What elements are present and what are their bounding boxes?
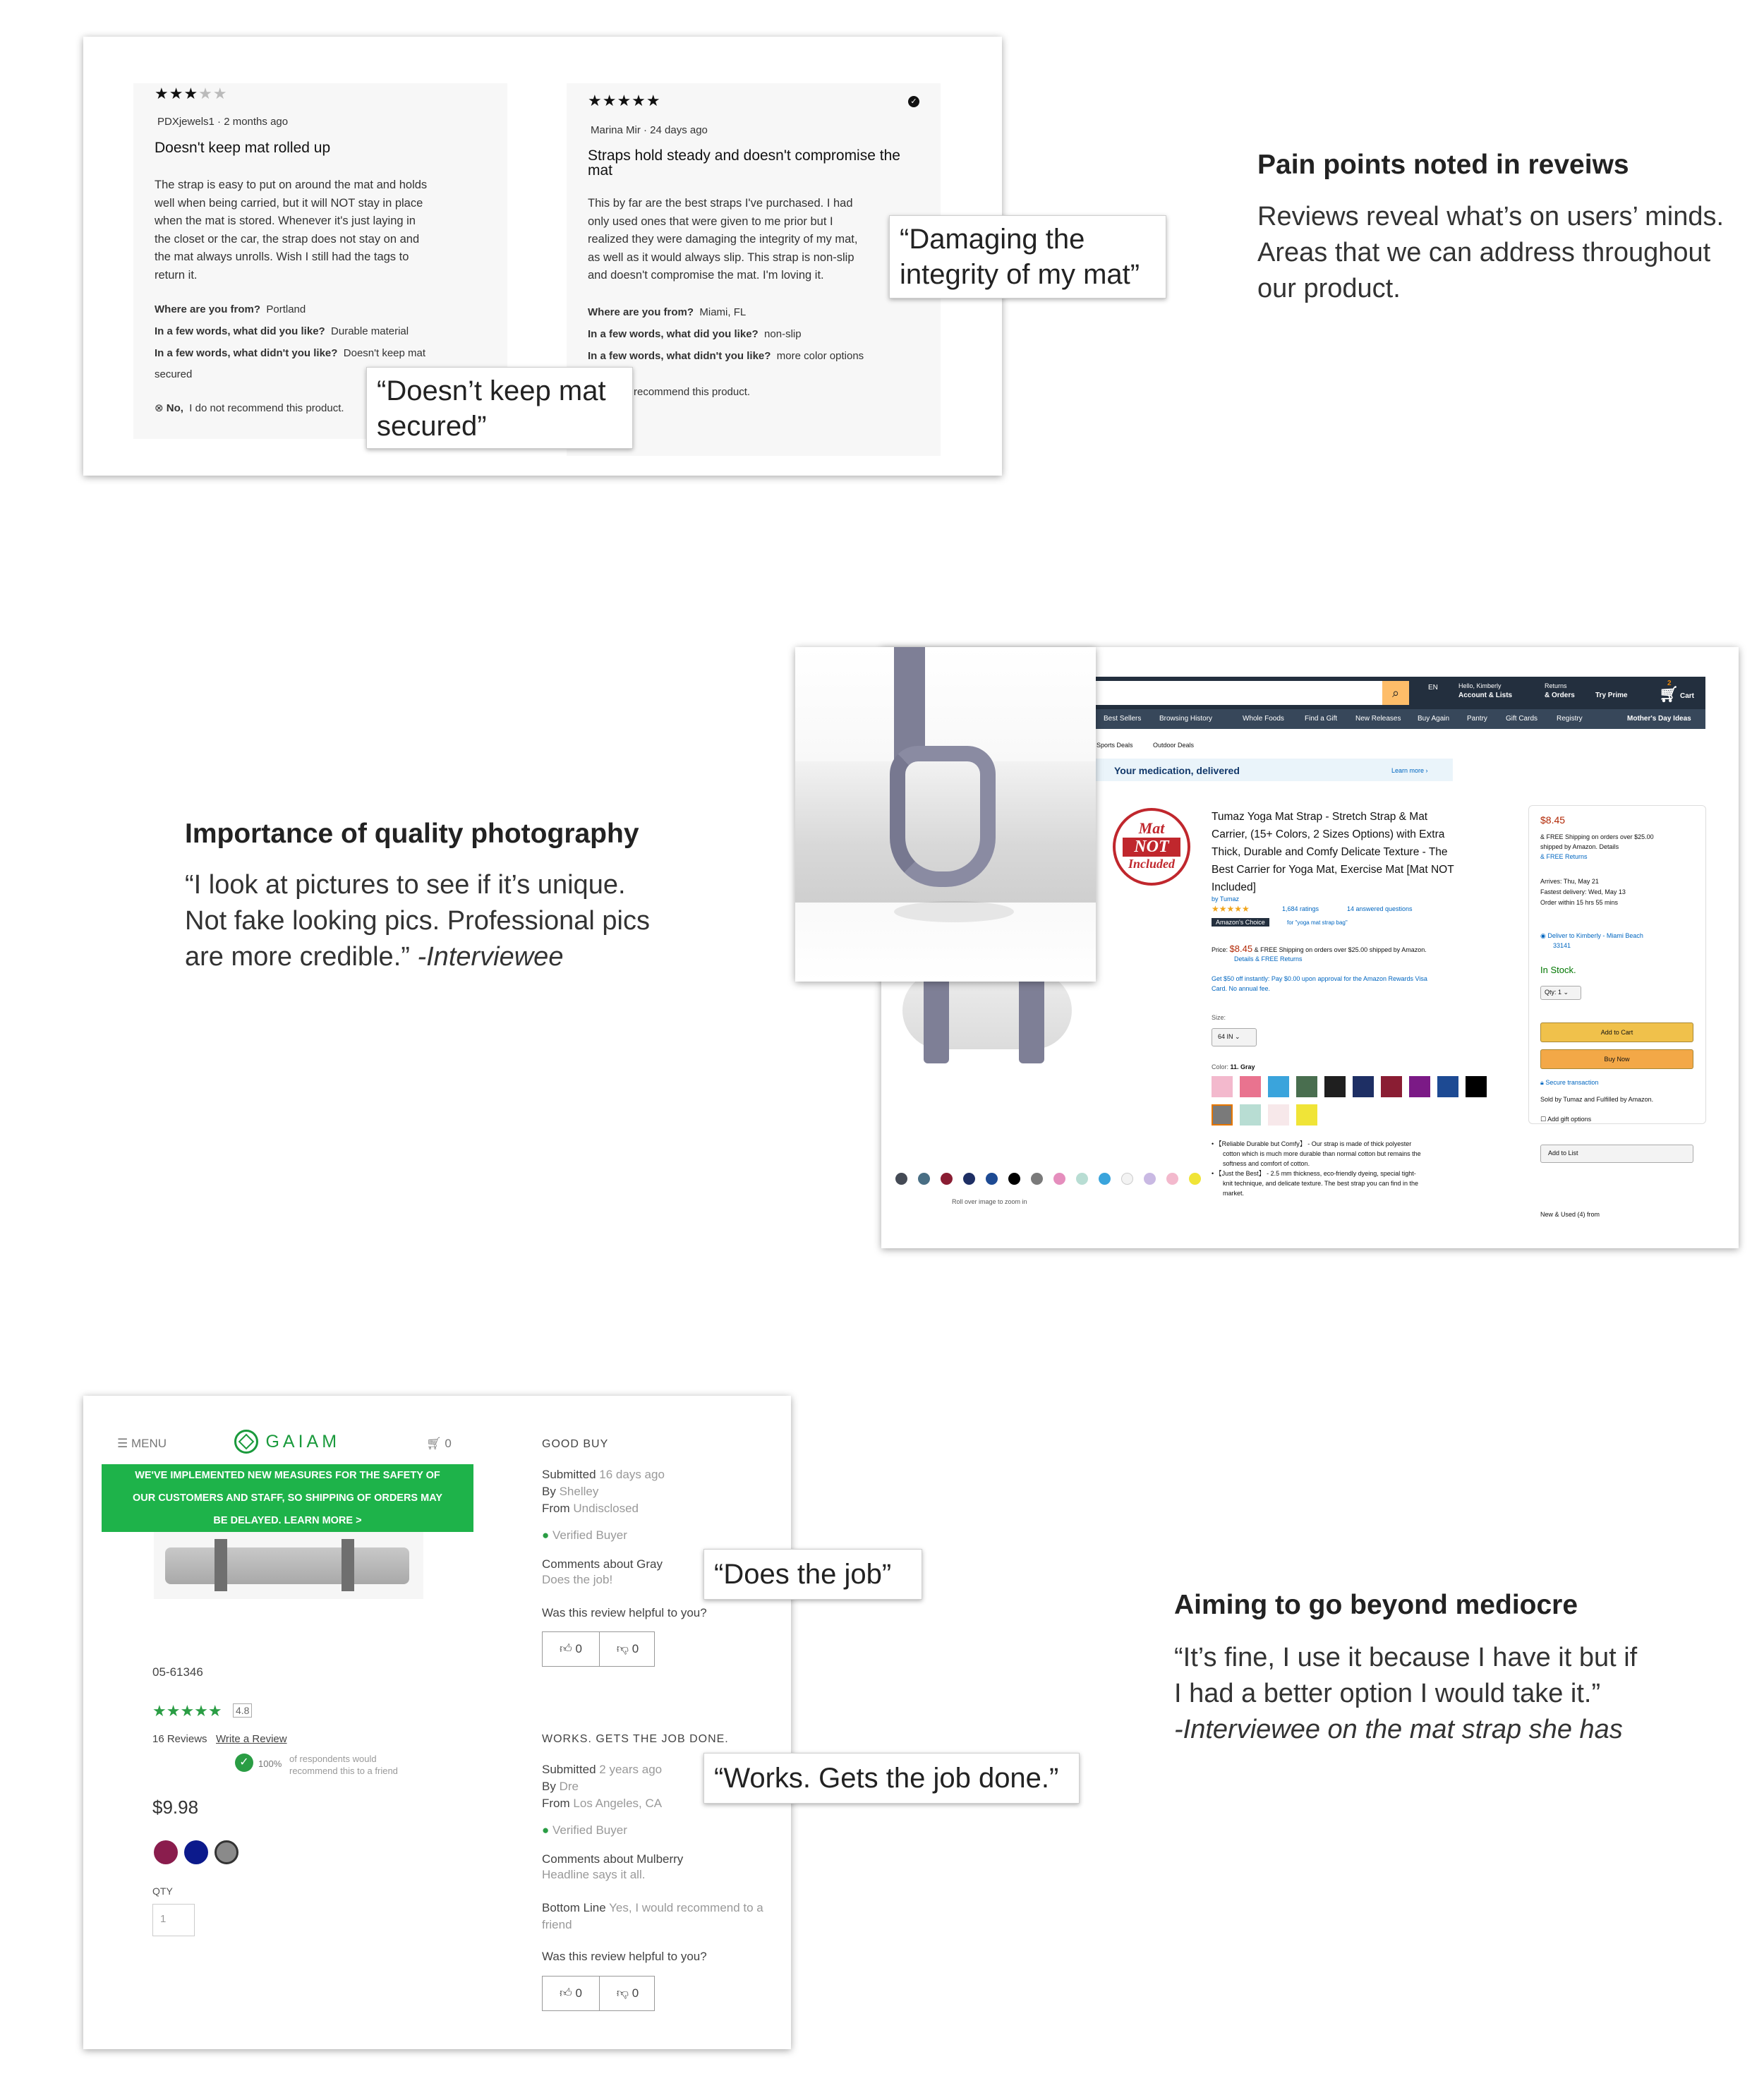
review-dislike: In a few words, what didn't you like? Doesn't keep mat: [155, 347, 426, 359]
amazon-banner-link[interactable]: Learn more ›: [1391, 767, 1428, 774]
review1-by: By Shelley: [542, 1485, 599, 1498]
amazon-nav-item[interactable]: Buy Again: [1418, 715, 1450, 723]
product-rating-stars[interactable]: ★★★★★: [152, 1702, 222, 1720]
thumbnail-color-dots: [895, 1173, 1206, 1190]
recommend-text: of respondents would recommend this to a friend: [289, 1754, 398, 1776]
callout-works-gets-job-done: “Works. Gets the job done.”: [703, 1753, 1080, 1804]
qty-selector[interactable]: Qty: 1 ⌄: [1540, 986, 1581, 1000]
cart-icon: 🛒︎: [426, 1437, 442, 1450]
closeup-strap-loop: [890, 746, 996, 887]
review-stars: ★★★★★: [588, 92, 661, 109]
thumbs-up-button[interactable]: 👍︎ 0: [560, 1986, 582, 2000]
callout-damaging-integrity: “Damaging the integrity of my mat”: [889, 215, 1166, 298]
write-review-link[interactable]: Write a Review: [216, 1733, 287, 1745]
strap-right: [342, 1539, 354, 1591]
review2-by: By Dre: [542, 1780, 579, 1793]
amazon-returns: Returns: [1545, 682, 1567, 689]
amazon-try-prime[interactable]: Try Prime: [1595, 692, 1628, 699]
add-to-list-button[interactable]: Add to List: [1540, 1145, 1693, 1163]
strap-left: [215, 1539, 227, 1591]
amazon-lang[interactable]: EN: [1428, 684, 1438, 692]
thumbs-up-icon: 👍︎: [560, 1642, 572, 1655]
strap-closeup-photo: [795, 647, 1096, 982]
amazon-banner-text: Your medication, delivered: [1114, 765, 1240, 776]
section-title-photography: Importance of quality photography: [185, 819, 639, 849]
price-line: Price: $8.45 & FREE Shipping on orders over $25.00 shipped by Amazon.: [1212, 943, 1427, 954]
review-from: Where are you from? Miami, FL: [588, 306, 747, 318]
review-dislike-cont: secured: [155, 368, 193, 380]
review2-comments: Comments about Mulberry Headline says it all.: [542, 1852, 684, 1881]
size-label: Size:: [1212, 1014, 1226, 1021]
review1-from: From Undisclosed: [542, 1502, 639, 1515]
review2-vote: [542, 1976, 655, 2011]
amazon-hello: Hello, Kimberly: [1458, 682, 1502, 689]
verified-check-icon: ✓: [908, 96, 919, 107]
buybox-shipping: & FREE Shipping on orders over $25.00 shipped by Amazon. Details & FREE Returns: [1540, 833, 1654, 860]
review2-verified: ● Verified Buyer: [542, 1823, 627, 1837]
section-body-photography: “I look at pictures to see if it’s unique. Not fake looking pics. Professional pics are more credible.” -Interviewee: [185, 870, 650, 972]
amazon-mothers-day[interactable]: Mother's Day Ideas: [1627, 715, 1691, 723]
product-title: Tumaz Yoga Mat Strap - Stretch Strap & Mat Carrier, (15+ Colors, 2 Sizes Options) with Extra Thick, Durable and Comfy Delicate Texture - The Best Carrier for Yoga Mat, Exercise Mat [Mat NOT Included]: [1212, 811, 1454, 893]
buybox-delivery: Arrives: Thu, May 21 Fastest delivery: Wed, May 13 Order within 15 hrs 55 mins: [1540, 878, 1626, 906]
amazon-nav-item[interactable]: Best Sellers: [1104, 715, 1142, 723]
amazon-orders[interactable]: & Orders: [1545, 692, 1575, 699]
color-option-mulberry[interactable]: [154, 1840, 178, 1864]
secure-transaction[interactable]: 🔒︎ Secure transaction: [1540, 1079, 1599, 1086]
new-used: New & Used (4) from: [1540, 1211, 1600, 1218]
cart-icon[interactable]: 🛒︎: [1659, 685, 1679, 703]
section-title-mediocre: Aiming to go beyond mediocre: [1174, 1590, 1578, 1620]
amazon-nav-item[interactable]: Pantry: [1467, 715, 1487, 723]
thumbs-down-button[interactable]: 👎︎ 0: [599, 1977, 656, 2010]
amazon-cart-count: 2: [1667, 680, 1672, 687]
add-to-cart-button[interactable]: Add to Cart: [1540, 1022, 1693, 1042]
thumbs-up-button[interactable]: 👍︎ 0: [560, 1642, 582, 1655]
answered-questions-link[interactable]: 14 answered questions: [1347, 905, 1413, 912]
callout-does-the-job: “Does the job”: [703, 1549, 922, 1600]
verified-check-icon: ●: [542, 1528, 550, 1542]
lock-icon: 🔒︎: [1540, 1079, 1544, 1086]
review-dislike: In a few words, what didn't you like? more color options: [588, 350, 864, 362]
gaiam-screenshot-card: [83, 1396, 791, 2049]
ratings-link[interactable]: 1,684 ratings: [1282, 905, 1319, 912]
color-swatches[interactable]: [1212, 1076, 1522, 1133]
thumbs-down-button[interactable]: 👎︎ 0: [599, 1632, 656, 1666]
recommend-percent: 100%: [258, 1758, 282, 1769]
closeup-strap-upper: [894, 647, 925, 760]
rolled-mat: [165, 1547, 409, 1584]
amazons-choice-badge: Amazon's Choice: [1212, 918, 1269, 927]
product-brand-link[interactable]: by Tumaz: [1212, 895, 1240, 903]
size-selector[interactable]: 64 IN ⌄: [1212, 1028, 1257, 1046]
location-pin-icon: ◉: [1540, 932, 1546, 939]
gaiam-logo[interactable]: GAIAM: [234, 1430, 340, 1458]
review-title: Doesn't keep mat rolled up: [155, 140, 331, 156]
mandala-logo-icon: [234, 1430, 258, 1454]
deliver-to-link[interactable]: ◉ Deliver to Kimberly - Miami Beach 33141: [1540, 932, 1643, 949]
buybox-price: $8.45: [1540, 814, 1566, 826]
details-returns-link[interactable]: Details & FREE Returns: [1234, 955, 1303, 962]
product-price: $9.98: [152, 1797, 199, 1818]
rewards-offer[interactable]: Get $50 off instantly: Pay $0.00 upon approval for the Amazon Rewards Visa Card. No annual fee.: [1212, 975, 1427, 992]
gift-options[interactable]: ☐ Add gift options: [1540, 1116, 1592, 1123]
product-rating-value: 4.8: [233, 1703, 252, 1718]
review-stars: ★★★★★: [155, 85, 228, 102]
review2-submitted: Submitted 2 years ago: [542, 1763, 663, 1776]
section-body-mediocre: “It’s fine, I use it because I have it but if I had a better option I would take it.” -Interviewee on the mat strap she has: [1174, 1643, 1638, 1744]
menu-button[interactable]: ☰ MENU: [117, 1437, 167, 1450]
amazon-nav-item[interactable]: Whole Foods: [1243, 715, 1284, 723]
amazon-nav-item[interactable]: Browsing History: [1159, 715, 1213, 723]
x-circle-icon: ⊗: [155, 402, 164, 414]
hamburger-icon: ☰: [117, 1437, 128, 1450]
review-recommend: recommend this product.: [634, 386, 751, 398]
review1-vote: [542, 1631, 655, 1667]
amazon-subnav-item[interactable]: Outdoor Deals: [1153, 742, 1195, 749]
color-label: Color: 11. Gray: [1212, 1063, 1255, 1070]
review-from: Where are you from? Portland: [155, 303, 306, 315]
feature-bullets: • 【Reliable Durable but Comfy】 - Our strap is made of thick polyester cotton which is much more durable than normal cotton but remains the softness and comfort of cotton. • 【Just the Best】 - 2.5 mm thickness, eco-friendly dyeing, special tight- knit technique, and delicate texture. The best strap you can find in the market.: [1212, 1140, 1421, 1197]
amazon-nav-item[interactable]: Find a Gift: [1305, 715, 1338, 723]
review2-from: From Los Angeles, CA: [542, 1797, 663, 1810]
review-meta: Marina Mir · 24 days ago: [591, 124, 708, 136]
review-like: In a few words, what did you like? non-slip: [588, 328, 802, 340]
amazon-subnav-item[interactable]: Sports Deals: [1097, 742, 1133, 749]
amazon-nav-item[interactable]: New Releases: [1355, 715, 1401, 723]
thumbs-down-icon: 👎︎: [616, 1642, 629, 1655]
closeup-shadow: [894, 901, 1014, 922]
buy-now-button[interactable]: Buy Now: [1540, 1049, 1693, 1069]
recommend-check-icon: ✓: [235, 1754, 253, 1772]
review1-helpful: Was this review helpful to you?: [542, 1606, 707, 1619]
amazon-search-button[interactable]: [1382, 681, 1409, 705]
in-stock: In Stock.: [1540, 965, 1576, 975]
thumbs-down-icon: 👎︎: [616, 1986, 629, 2000]
color-option-navy[interactable]: [184, 1840, 208, 1864]
color-option-gray[interactable]: [215, 1840, 238, 1864]
product-sku: 05-61346: [152, 1665, 203, 1679]
product-image[interactable]: [154, 1532, 423, 1599]
mat-not-included-badge: Mat NOT Included: [1113, 808, 1190, 886]
sold-by: Sold by Tumaz and Fulfilled by Amazon.: [1540, 1096, 1654, 1103]
gaiam-cart[interactable]: 🛒︎ 0: [426, 1437, 452, 1450]
amazon-nav-item[interactable]: Gift Cards: [1506, 715, 1538, 723]
section-title-pain-points: Pain points noted in reveiws: [1257, 150, 1629, 180]
review-title: Straps hold steady and doesn't compromise the mat: [588, 147, 900, 179]
review1-headline: GOOD BUY: [542, 1438, 609, 1450]
roll-over-hint: Roll over image to zoom in: [952, 1198, 1027, 1205]
review-meta: PDXjewels1 · 2 months ago: [157, 116, 289, 128]
callout-doesnt-keep-secured: “Doesn’t keep mat secured”: [366, 367, 633, 449]
review2-bottom-line: Bottom Line Yes, I would recommend to a friend: [542, 1901, 763, 1931]
review-recommend: ⊗ No, I do not recommend this product.: [155, 402, 344, 414]
amazon-cart-label[interactable]: Cart: [1680, 692, 1695, 700]
product-rating-stars[interactable]: ★★★★★: [1212, 904, 1250, 914]
review2-helpful: Was this review helpful to you?: [542, 1950, 707, 1963]
review1-verified: ● Verified Buyer: [542, 1528, 627, 1542]
review1-submitted: Submitted 16 days ago: [542, 1468, 665, 1481]
amazon-account-lists[interactable]: Account & Lists: [1458, 692, 1513, 699]
review-text: This by far are the best straps I've purchased. I had only used ones that were given to me prior but I realized they were damaging the integrity of my mat, as well as it would always slip. This strap is non-slip and doesn't compromise the mat. I'm loving it.: [588, 197, 858, 282]
search-icon: ⌕: [1391, 686, 1400, 700]
verified-check-icon: ●: [542, 1823, 550, 1837]
reviews-count: 16 Reviews: [152, 1733, 207, 1745]
amazon-nav-item[interactable]: Registry: [1557, 715, 1583, 723]
amazons-choice-for[interactable]: for "yoga mat strap bag": [1287, 919, 1348, 926]
review-text: The strap is easy to put on around the mat and holds well when being carried, but it will NOT stay in place when the mat is stored. Whenever it's just laying in the closet or the car, the strap does not stay on and the mat always unrolls. Wish I still had the tags to return it.: [155, 179, 428, 282]
section-body-pain-points: Reviews reveal what’s on users’ minds. Areas that we can address throughout our product.: [1257, 202, 1724, 303]
review2-headline: WORKS. GETS THE JOB DONE.: [542, 1733, 729, 1745]
review-like: In a few words, what did you like? Durable material: [155, 325, 409, 337]
qty-input[interactable]: 1: [152, 1904, 195, 1936]
review1-comments: Comments about Gray Does the job!: [542, 1557, 663, 1586]
qty-label: QTY: [152, 1885, 173, 1897]
shipping-notice-banner[interactable]: WE'VE IMPLEMENTED NEW MEASURES FOR THE SAFETY OF OUR CUSTOMERS AND STAFF, SO SHIPPING OF ORDERS MAY BE DELAYED. LEARN MORE >: [102, 1464, 473, 1532]
thumbs-up-icon: 👍︎: [560, 1986, 572, 2000]
